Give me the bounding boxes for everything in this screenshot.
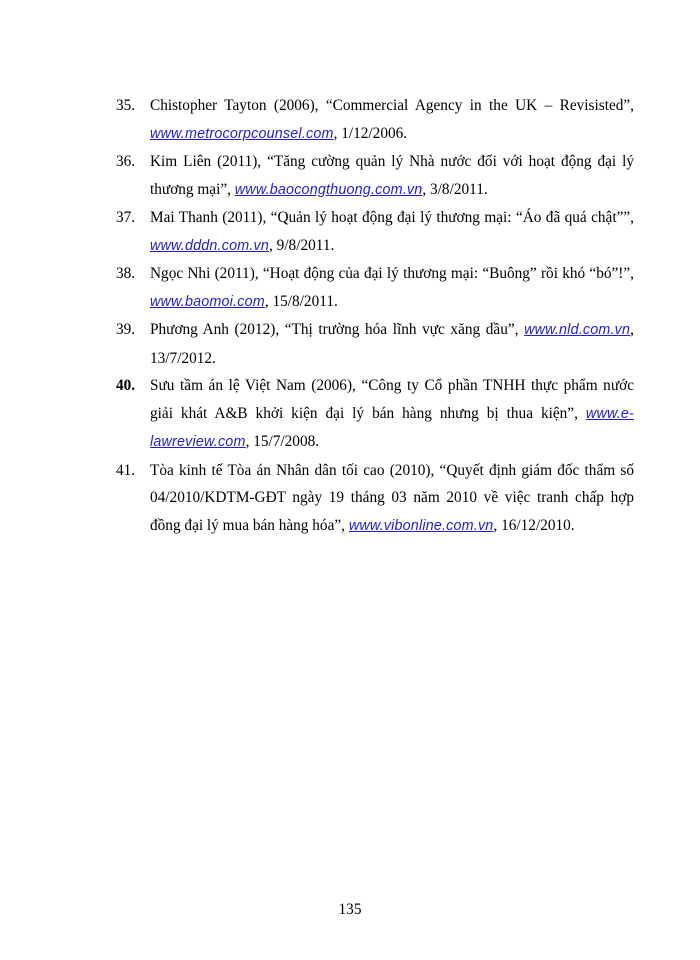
reference-link[interactable]: www.baomoi.com xyxy=(150,293,265,310)
reference-text: Kim Liên (2011), “Tăng cường quản lý Nhà nước đối với hoạt động đại lý thương mại”, xyxy=(150,153,634,198)
reference-item xyxy=(116,316,634,372)
reference-text: Chistopher Tayton (2006), “Commercial Agency in the UK – Revisisted”, xyxy=(150,97,634,114)
reference-link[interactable]: www.e-lawreview.com xyxy=(150,405,634,450)
reference-text: Mai Thanh (2011), “Quản lý hoạt động đại lý thương mại: “Áo đã quá chật””, xyxy=(150,209,634,226)
reference-item xyxy=(116,148,634,204)
reference-item xyxy=(116,204,634,260)
reference-date: , 15/7/2008. xyxy=(245,433,320,450)
reference-number: 40. xyxy=(116,377,136,394)
reference-link[interactable]: www.baocongthuong.com.vn xyxy=(234,181,423,198)
reference-item xyxy=(116,260,634,316)
reference-number: 38. xyxy=(116,265,136,282)
reference-number: 36. xyxy=(116,153,136,170)
reference-item xyxy=(116,372,634,457)
reference-link[interactable]: www.dddn.com.vn xyxy=(150,237,270,254)
reference-text: Sưu tầm án lệ Việt Nam (2006), “Công ty Cổ phần TNHH thực phẩm nước giải khát A&B khởi kiện đại lý bán hàng nhưng bị thua kiện”, xyxy=(150,377,634,422)
reference-date: , 13/7/2012. xyxy=(150,321,634,367)
reference-number: 39. xyxy=(116,321,136,338)
reference-link[interactable]: www.vibonline.com.vn xyxy=(348,517,494,534)
reference-date: , 1/12/2006. xyxy=(333,124,408,142)
reference-number: 41. xyxy=(116,461,136,479)
reference-item xyxy=(116,457,634,541)
reference-text: Ngọc Nhi (2011), “Hoạt động của đại lý thương mại: “Buông” rồi khó “bó”!”, xyxy=(150,265,634,282)
reference-date: , 9/8/2011. xyxy=(269,236,335,254)
page-number: 135 xyxy=(338,901,362,918)
reference-link[interactable]: www.metrocorpcounsel.com xyxy=(150,125,334,142)
reference-text: Tòa kinh tế Tòa án Nhân dân tối cao (2010), “Quyết định giám đốc thẩm số 04/2010/KDTM-GĐT ngày 19 tháng 03 năm 2010 về việc tranh chấp hợp đồng đại lý mua bán hàng hóa”, xyxy=(150,461,634,534)
reference-date: , 15/8/2011. xyxy=(264,292,338,310)
reference-text: Phương Anh (2012), “Thị trường hóa lĩnh vực xăng dầu”, xyxy=(150,321,525,338)
reference-number: 37. xyxy=(116,209,136,226)
reference-date: , 16/12/2010. xyxy=(493,516,575,534)
reference-number: 35. xyxy=(116,97,136,114)
reference-link[interactable]: www.nld.com.vn xyxy=(524,322,631,338)
reference-list xyxy=(116,92,634,540)
reference-item xyxy=(116,92,634,148)
reference-date: , 3/8/2011. xyxy=(422,180,488,198)
